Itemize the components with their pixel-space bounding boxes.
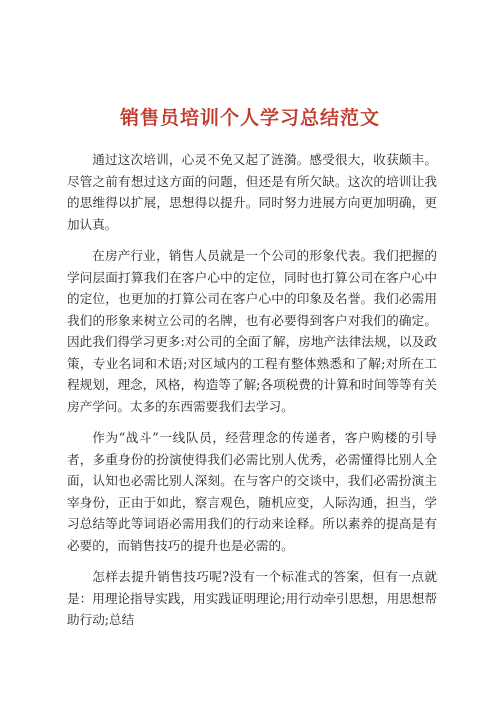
paragraph-3: 作为“战斗”一线队员，经营理念的传递者，客户购楼的引导者，多重身份的扮演使得我们必需比别人优秀，必需懂得比别人全面，认知也必需比别人深刻。在与客户的交谈中，我们必需扮演主宰身份，正由于如此，察言观色，随机应变，人际沟通，担当，学习总结等此等词语必需用我们的行动来诠释。所以素养的提高是有必要的，而销售技巧的提升也是必需的。 xyxy=(67,430,437,553)
document-title: 销售员培训个人学习总结范文 xyxy=(119,107,380,129)
document-body xyxy=(67,149,437,641)
paragraph-2: 在房产行业，销售人员就是一个公司的形象代表。我们把握的学问层面打算我们在客户心中的定位，同时也打算公司在客户心中的定位，也更加的打算公司在客户心中的印象及名誉。我们必需用我们的形象来树立公司的名牌，也有必要得到客户对我们的确定。因此我们得学习更多:对公司的全面了解，房地产法律法规，以及政策，专业名词和术语;对区域内的工程有整体熟悉和了解;对所在工程规划，理念，风格，构造等了解;各项税费的计算和时间等等有关房产学问。太多的东西需要我们去学习。 xyxy=(67,248,437,414)
paragraph-4: 怎样去提升销售技巧呢?没有一个标准式的答案，但有一点就是：用理论指导实践，用实践证明理论;用行动牵引思想，用思想帮助行动;总结 xyxy=(67,569,437,627)
paragraph-1: 通过这次培训，心灵不免又起了涟漪。感受很大，收获颇丰。尽管之前有想过这方面的问题，但还是有所欠缺。这次的培训让我的思维得以扩展，思想得以提升。同时努力进展方向更加明确，更加认真。 xyxy=(67,152,437,232)
